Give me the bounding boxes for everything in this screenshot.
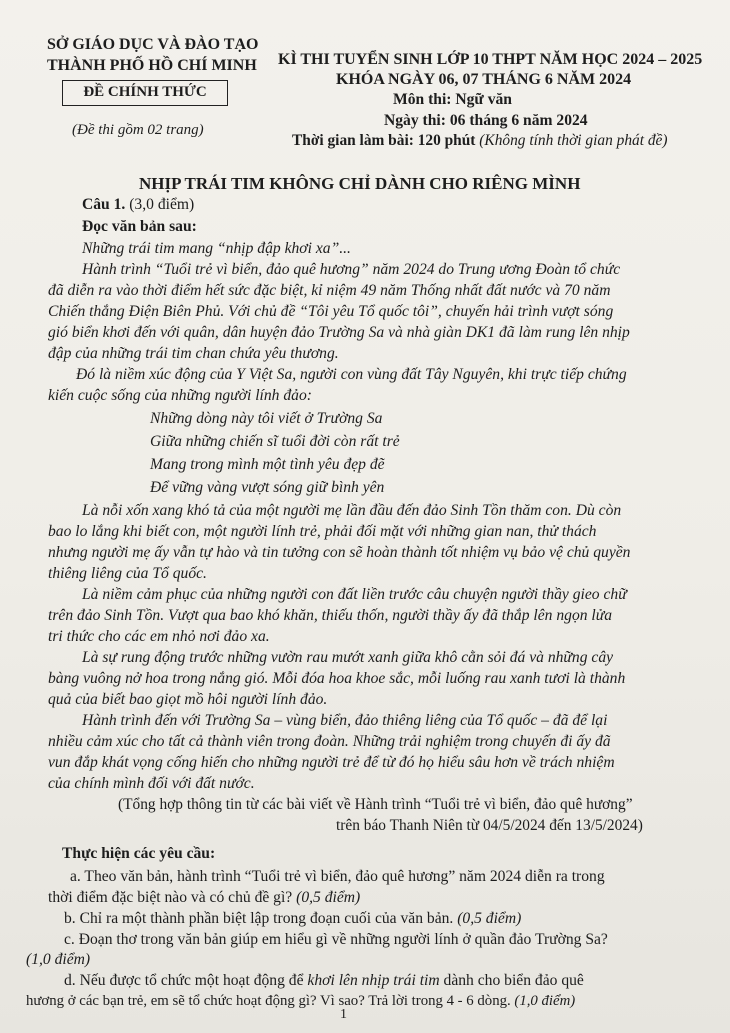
passage-line: bao lo lắng khi biết con, một người lính trẻ, phải đối mặt với những gian nan, thử thách <box>48 523 597 540</box>
passage-line: của chính mình đối với đất nước. <box>48 775 255 792</box>
passage-line: đập của những trái tim chan chứa yêu thương. <box>48 345 339 362</box>
passage-line: kiến cuộc sống của những người lính đảo: <box>48 387 312 404</box>
requirement-b-text: b. Chỉ ra một thành phần biệt lập trong đoạn cuối của văn bản. <box>64 910 454 927</box>
exam-date: Ngày thi: 06 tháng 6 năm 2024 <box>384 112 588 129</box>
passage-line: Hành trình đến với Trường Sa – vùng biển, đảo thiêng liêng của Tổ quốc – đã để lại <box>82 712 608 729</box>
source-citation-line1: (Tổng hợp thông tin từ các bài viết về Hành trình “Tuổi trẻ vì biển, đảo quê hương” <box>118 796 633 813</box>
passage-line: quả của biết bao giọt mồ hôi người lính đảo. <box>48 691 328 708</box>
passage-line: trên đảo Sinh Tồn. Vượt qua bao khó khăn, thiếu thốn, người thầy ấy đã thắp lên ngọn lửa <box>48 607 613 624</box>
exam-duration-note: (Không tính thời gian phát đề) <box>479 132 668 149</box>
requirement-c: c. Đoạn thơ trong văn bản giúp em hiểu gì về những người lính ở quần đảo Trường Sa? <box>64 931 608 948</box>
passage-line: nhưng người mẹ ấy vẫn tự hào và tin tưởng con sẽ hoàn thành tốt nhiệm vụ bảo vệ chủ quyền <box>48 544 631 561</box>
passage-line: Là nỗi xốn xang khó tả của một người mẹ lần đầu đến đảo Sinh Tồn thăm con. Dù còn <box>82 502 622 519</box>
passage-line: tri thức cho các em nhỏ nơi đảo xa. <box>48 628 270 645</box>
requirement-a-points: (0,5 điểm) <box>296 889 361 906</box>
requirement-d-italic: khơi lên nhịp trái tim <box>307 972 440 989</box>
department-name-line2: THÀNH PHỐ HỒ CHÍ MINH <box>47 57 257 74</box>
requirement-d-line1 <box>64 970 584 991</box>
passage-line: đã diễn ra vào thời điểm hết sức đặc biệt, kỉ niệm 49 năm Thống nhất đất nước và 70 năm <box>48 282 611 299</box>
requirement-d-line2 <box>26 991 575 1012</box>
passage-line: Là niềm cảm phục của những người con đất liền trước câu chuyện người thầy gieo chữ <box>82 586 627 603</box>
requirement-d-text: hương ở các bạn trẻ, em sẽ tổ chức hoạt động gì? Vì sao? Trả lời trong 4 - 6 dòng. <box>26 993 511 1009</box>
passage-line: vun đắp khát vọng cống hiến cho những người trẻ để từ đó họ hiểu sâu hơn về trách nhiệm <box>48 754 615 771</box>
requirement-b <box>64 908 521 929</box>
poem-line: Để vững vàng vượt sóng giữ bình yên <box>150 479 385 496</box>
poem-line: Những dòng này tôi viết ở Trường Sa <box>150 410 383 427</box>
requirement-d-suffix: dành cho biển đảo quê <box>443 972 584 989</box>
page-number: 1 <box>340 1007 347 1022</box>
passage-line: thiêng liêng của Tổ quốc. <box>48 565 207 582</box>
read-instruction: Đọc văn bản sau: <box>82 218 197 235</box>
department-name-line1: SỞ GIÁO DỤC VÀ ĐÀO TẠO <box>47 36 259 53</box>
requirement-d-points: (1,0 điểm) <box>514 993 576 1009</box>
passage-line: Hành trình “Tuổi trẻ vì biển, đảo quê hương” năm 2024 do Trung ương Đoàn tổ chức <box>82 261 621 278</box>
requirement-a-line2 <box>48 887 360 908</box>
question-1-heading <box>82 196 194 214</box>
passage-line: bàng vuông nở hoa trong nắng gió. Mỗi đóa hoa khoe sắc, mỗi luống rau xanh tươi là thành <box>48 670 626 687</box>
exam-title-line1: KÌ THI TUYỂN SINH LỚP 10 THPT NĂM HỌC 2024 – 2025 <box>278 51 703 68</box>
passage-title: NHỊP TRÁI TIM KHÔNG CHỈ DÀNH CHO RIÊNG MÌNH <box>139 174 581 193</box>
passage-line: Là sự rung động trước những vườn rau mướt xanh giữa khô cằn sỏi đá và những cây <box>82 649 614 666</box>
passage-line: nhiều cảm xúc cho tất cả thành viên trong đoàn. Những trải nghiệm trong chuyến đi ấy đã <box>48 733 611 750</box>
requirement-b-points: (0,5 điểm) <box>457 910 522 927</box>
source-citation-line2: trên báo Thanh Niên từ 04/5/2024 đến 13/5/2024) <box>336 817 643 834</box>
exam-duration-row <box>292 132 668 150</box>
passage-paragraph-1: Những trái tim mang “nhịp đập khơi xa”... <box>82 240 351 257</box>
pages-note: (Đề thi gồm 02 trang) <box>72 122 204 138</box>
passage-line: gió biển khơi đến với quân, dân huyện đảo Trường Sa và nhà giàn DK1 đã làm rung lên nhịp <box>48 324 630 341</box>
passage-line: Chiến thắng Điện Biên Phủ. Với chủ đề “Tôi yêu Tổ quốc tôi”, chuyến hải trình vượt sóng <box>48 303 614 320</box>
requirements-heading: Thực hiện các yêu cầu: <box>62 845 216 862</box>
question-1-points: (3,0 điểm) <box>129 196 195 213</box>
poem-line: Giữa những chiến sĩ tuổi đời còn rất trẻ <box>150 433 400 450</box>
requirement-d-prefix: d. Nếu được tổ chức một hoạt động để <box>64 972 304 989</box>
poem-line: Mang trong mình một tình yêu đẹp đẽ <box>150 456 385 473</box>
requirement-a-text: thời điểm đặc biệt nào và có chủ đề gì? <box>48 889 293 906</box>
official-exam-box: ĐỀ CHÍNH THỨC <box>62 80 228 106</box>
exam-subject: Môn thi: Ngữ văn <box>393 91 512 108</box>
exam-duration: Thời gian làm bài: 120 phút <box>292 132 476 149</box>
exam-title-line2: KHÓA NGÀY 06, 07 THÁNG 6 NĂM 2024 <box>336 71 632 88</box>
question-1-label: Câu 1. <box>82 196 126 213</box>
requirement-c-points: (1,0 điểm) <box>26 951 91 968</box>
requirement-a-line1: a. Theo văn bản, hành trình “Tuổi trẻ vì biển, đảo quê hương” năm 2024 diễn ra trong <box>70 868 605 885</box>
passage-line: Đó là niềm xúc động của Y Việt Sa, người con vùng đất Tây Nguyên, khi trực tiếp chứng <box>76 366 627 383</box>
